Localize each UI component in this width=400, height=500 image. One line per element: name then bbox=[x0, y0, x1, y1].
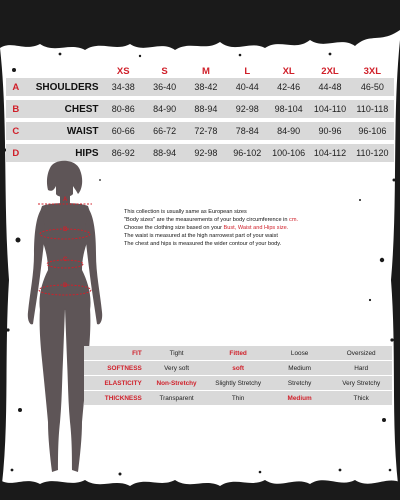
info-line: The chest and hips is measured the wider contour of your body. bbox=[124, 241, 282, 247]
info-line: Choose the clothing size based on your Bust, Waist and Hips size. bbox=[124, 225, 289, 231]
table-cell: 38-42 bbox=[194, 82, 218, 92]
row-letter: B bbox=[12, 103, 20, 115]
table-cell: 92-98 bbox=[235, 104, 259, 114]
table-cell: 84-90 bbox=[153, 104, 177, 114]
table-cell: 100-106 bbox=[272, 148, 306, 158]
fabric-row-softness bbox=[84, 361, 392, 376]
table-cell: 88-94 bbox=[194, 104, 218, 114]
size-xs: XS bbox=[116, 65, 130, 77]
info-line: The waist is measured at the high narrowest part of your waist bbox=[124, 233, 278, 239]
table-cell: 110-120 bbox=[356, 148, 389, 158]
table-cell: 40-44 bbox=[235, 82, 259, 92]
table-cell: 42-46 bbox=[277, 82, 301, 92]
table-cell: 36-40 bbox=[153, 82, 177, 92]
table-cell: 78-84 bbox=[235, 126, 259, 136]
table-cell: 80-86 bbox=[111, 104, 135, 114]
size-info-text bbox=[124, 208, 374, 248]
fabric-row-label: SOFTNESS bbox=[84, 361, 146, 376]
fabric-cell: Oversized bbox=[330, 346, 392, 361]
figure-label-c: C bbox=[63, 257, 68, 263]
table-cell: 84-90 bbox=[277, 126, 301, 136]
size-2xl: 2XL bbox=[321, 65, 339, 77]
fabric-cell: Thin bbox=[207, 391, 269, 406]
table-cell: 46-50 bbox=[360, 82, 384, 92]
fabric-row-label: ELASTICITY bbox=[84, 376, 146, 391]
table-cell: 96-106 bbox=[358, 126, 387, 136]
table-cell: 72-78 bbox=[194, 126, 218, 136]
row-name: SHOULDERS bbox=[35, 81, 99, 93]
size-xl: XL bbox=[282, 65, 295, 77]
fabric-cell: Tight bbox=[146, 346, 208, 361]
fabric-cell: Slightly Stretchy bbox=[207, 376, 269, 391]
table-cell: 104-110 bbox=[313, 104, 347, 114]
fabric-cell: Medium bbox=[269, 361, 331, 376]
fabric-row-label: FIT bbox=[84, 346, 146, 361]
size-m: M bbox=[201, 65, 210, 77]
figure-label-d: D bbox=[63, 283, 68, 289]
size-l: L bbox=[244, 65, 251, 77]
body-silhouette bbox=[18, 160, 110, 480]
table-row-shoulders bbox=[6, 78, 394, 96]
table-cell: 66-72 bbox=[153, 126, 177, 136]
fabric-cell: Non-Stretchy bbox=[146, 376, 208, 391]
table-cell: 88-94 bbox=[153, 148, 177, 158]
table-cell: 98-104 bbox=[274, 104, 303, 114]
row-name: WAIST bbox=[66, 125, 99, 137]
row-letter: D bbox=[12, 147, 20, 159]
table-cell: 44-48 bbox=[318, 82, 342, 92]
fabric-cell: Transparent bbox=[146, 391, 208, 406]
fabric-cell: Very soft bbox=[146, 361, 208, 376]
info-line: "Body sizes" are the measurements of your body circumference in cm. bbox=[124, 217, 299, 223]
fabric-row-label: THICKNESS bbox=[84, 391, 146, 406]
row-name: CHEST bbox=[64, 103, 99, 115]
size-chart-table bbox=[6, 64, 394, 162]
fabric-row-fit bbox=[84, 346, 392, 361]
fabric-cell: Thick bbox=[330, 391, 392, 406]
info-line: This collection is usually same as European sizes bbox=[124, 209, 247, 215]
table-cell: 104-112 bbox=[313, 148, 347, 158]
table-cell: 60-66 bbox=[111, 126, 135, 136]
fabric-properties-table bbox=[84, 346, 392, 406]
table-row-waist bbox=[6, 122, 394, 140]
table-cell: 96-102 bbox=[233, 148, 262, 158]
size-header-row bbox=[6, 64, 394, 78]
fabric-cell: soft bbox=[207, 361, 269, 376]
table-cell: 92-98 bbox=[194, 148, 218, 158]
row-name: HIPS bbox=[75, 147, 99, 159]
table-cell: 90-96 bbox=[318, 126, 342, 136]
table-row-chest bbox=[6, 100, 394, 118]
fabric-cell: Stretchy bbox=[269, 376, 331, 391]
fabric-cell: Hard bbox=[330, 361, 392, 376]
size-s: S bbox=[161, 65, 168, 77]
table-cell: 110-118 bbox=[356, 104, 389, 114]
row-letter: C bbox=[12, 125, 20, 137]
fabric-cell: Medium bbox=[269, 391, 331, 406]
fabric-cell: Loose bbox=[269, 346, 331, 361]
fabric-row-elasticity bbox=[84, 376, 392, 391]
row-letter: A bbox=[12, 81, 20, 93]
size-3xl: 3XL bbox=[363, 65, 382, 77]
fabric-row-thickness bbox=[84, 391, 392, 406]
figure-label-b: B bbox=[63, 227, 68, 233]
table-cell: 86-92 bbox=[111, 148, 135, 158]
fabric-cell: Very Stretchy bbox=[330, 376, 392, 391]
figure-label-a: A bbox=[63, 197, 68, 203]
fabric-cell: Fitted bbox=[207, 346, 269, 361]
table-cell: 34-38 bbox=[111, 82, 135, 92]
